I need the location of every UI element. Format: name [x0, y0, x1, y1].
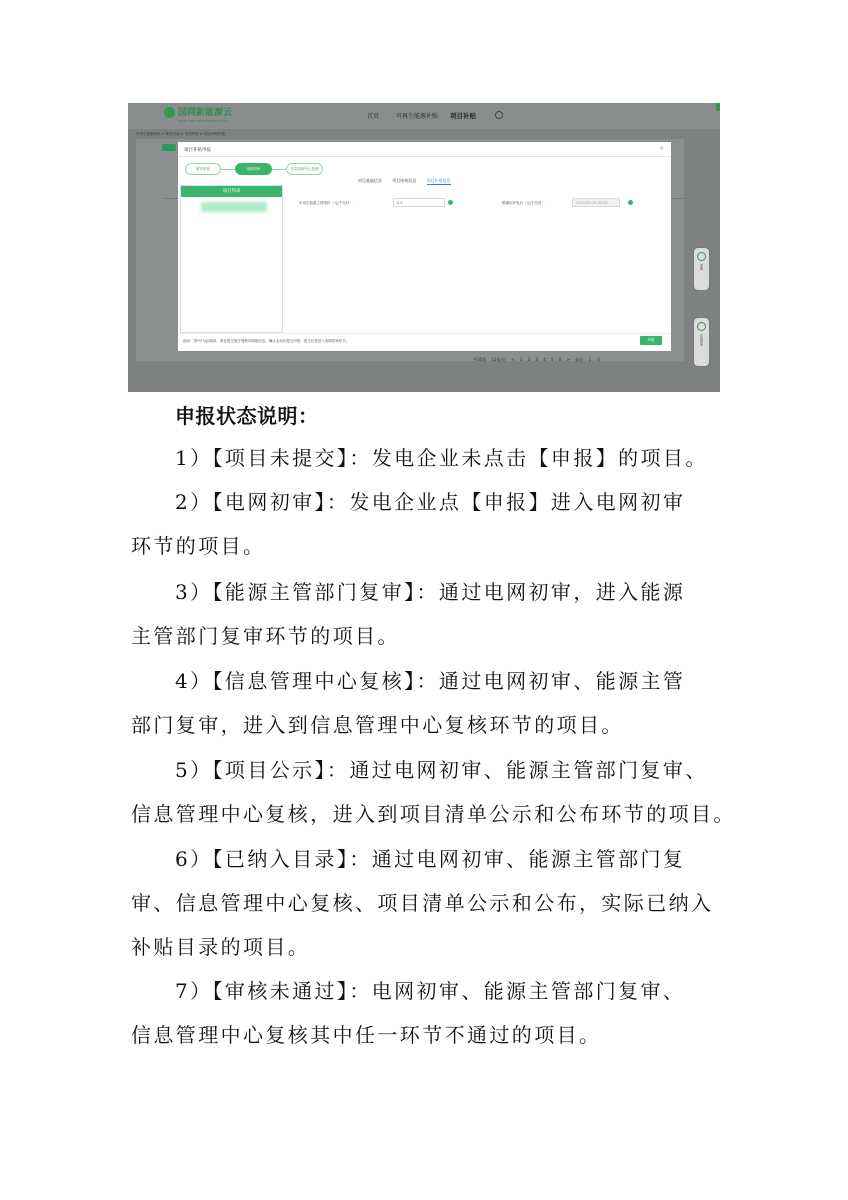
pager-next[interactable]: >: [566, 357, 571, 362]
step-fill[interactable]: 填写申报: [185, 163, 221, 175]
modal-title: 项目补贴申报: [184, 148, 211, 153]
field-price-input[interactable]: 0.0: [393, 198, 445, 207]
text-line: 1）【项目未提交】：发电企业未点击【申报】的项目。: [175, 446, 708, 470]
embedded-screenshot: [128, 103, 720, 392]
service-icon: [697, 252, 706, 261]
edge-strip: [716, 103, 720, 111]
pager-goto-input[interactable]: 1: [588, 357, 592, 362]
check-icon: [628, 200, 633, 205]
project-list-sidebar: [180, 185, 283, 333]
pager-page[interactable]: 1: [519, 357, 523, 362]
progress-steps: [185, 163, 321, 175]
text-line: 2）【电网初审】：发电企业点【申报】进入电网初审: [175, 490, 686, 514]
pager-page[interactable]: 5: [551, 357, 554, 362]
nav-subsidy[interactable]: 可再生能源补贴: [396, 113, 439, 120]
user-icon[interactable]: [495, 111, 503, 119]
logo-subtitle: STATE GRID NEW ENERGY CLOUD: [178, 119, 229, 123]
status-item-3: [131, 570, 741, 658]
text-line: 信息管理中心复核其中任一环节不通过的项目。: [131, 1023, 602, 1047]
breadcrumb: 可再生能源补贴 > 补贴目录 > 项目申报 > 项目补贴申报: [136, 132, 225, 136]
redacted-project-item[interactable]: [201, 202, 267, 212]
text-line: 4）【信息管理中心复核】：通过电网初审、能源主管: [175, 669, 686, 693]
step-connector: [219, 169, 235, 170]
float-service-label: 客服: [699, 264, 704, 270]
consult-icon: [697, 322, 706, 331]
text-line: 6）【已纳入目录】：通过电网初审、能源主管部门复: [175, 847, 686, 871]
text-line: 7）【审核未通过】：电网初审、能源主管部门复审、: [175, 979, 686, 1003]
pager-total: 共10条: [473, 357, 487, 362]
footnote: 说明：带*号为必填项，请在提交前仔细核对填报信息，确认无误后提交申报，提交后将进入电网初审环节。: [183, 339, 350, 343]
float-service-button[interactable]: [694, 248, 709, 290]
pager-goto-label: 前往: [575, 357, 584, 362]
logo-text: 国网新能源云: [178, 107, 233, 118]
status-item-5: [131, 748, 741, 836]
text-line: 补贴目录的项目。: [131, 935, 311, 959]
pager-page[interactable]: 3: [535, 357, 538, 362]
step-grid-review[interactable]: 电网初审: [235, 163, 272, 175]
status-item-4: [131, 659, 741, 747]
field-price-label: 可再生能源上网电价（元/千瓦时）：: [299, 201, 357, 205]
field-coal-label: 燃煤标杆电价（元/千瓦时）：: [502, 201, 549, 205]
submit-button[interactable]: 申报: [640, 336, 662, 345]
logo: [164, 107, 232, 118]
field-coal-input[interactable]: 2024-03-19 00:00: [572, 198, 620, 207]
sub-tabs: [358, 178, 460, 184]
status-item-7: [131, 969, 741, 1057]
status-item-2: [131, 480, 741, 568]
section-heading: 申报状态说明：: [175, 404, 319, 428]
pager-page[interactable]: 4: [543, 357, 546, 362]
text-line: 审、信息管理中心复核、项目清单公示和公布，实际已纳入: [131, 891, 714, 915]
background-tab: [162, 144, 176, 151]
divider: [178, 156, 671, 157]
text-line: 信息管理中心复核，进入到项目清单公示和公布环节的项目。: [131, 802, 736, 826]
pager-prev[interactable]: <: [511, 357, 515, 362]
sidebar-header: 项目列表: [181, 186, 282, 197]
close-icon[interactable]: ×: [658, 145, 664, 152]
top-navigation-bar: [128, 103, 720, 129]
step-info-center[interactable]: 信息管理中心复核: [286, 163, 323, 175]
status-item-6: [131, 837, 741, 969]
pager-page[interactable]: 2: [527, 357, 531, 362]
logo-icon: [164, 107, 175, 118]
nav-project-subsidy[interactable]: 项目补贴: [450, 112, 476, 120]
text-line: 环节的项目。: [131, 534, 266, 558]
project-apply-modal: [178, 142, 671, 351]
status-item-1: [131, 436, 741, 480]
float-consult-button[interactable]: [694, 318, 709, 366]
pager-page[interactable]: 6: [558, 357, 562, 362]
tab-subsidy-info[interactable]: 项目补贴信息: [426, 178, 451, 183]
tab-basic-info[interactable]: 项目基础信息: [358, 178, 382, 183]
nav-home[interactable]: 首页: [367, 113, 380, 120]
float-consult-label: 在线咨询: [699, 334, 704, 346]
check-icon: [448, 200, 453, 205]
text-line: 部门复审，进入到信息管理中心复核环节的项目。: [131, 713, 624, 737]
pager-size[interactable]: 10条/页: [491, 357, 506, 362]
text-line: 5）【项目公示】：通过电网初审、能源主管部门复审、: [175, 758, 708, 782]
tab-structure-info[interactable]: 项目结构信息: [392, 178, 417, 183]
step-connector: [270, 169, 286, 170]
text-line: 主管部门复审环节的项目。: [131, 624, 400, 648]
pagination: [473, 357, 604, 363]
pager-goto-suffix: 页: [596, 357, 601, 362]
divider: [178, 333, 671, 334]
text-line: 3）【能源主管部门复审】：通过电网初审，进入能源: [175, 580, 686, 604]
